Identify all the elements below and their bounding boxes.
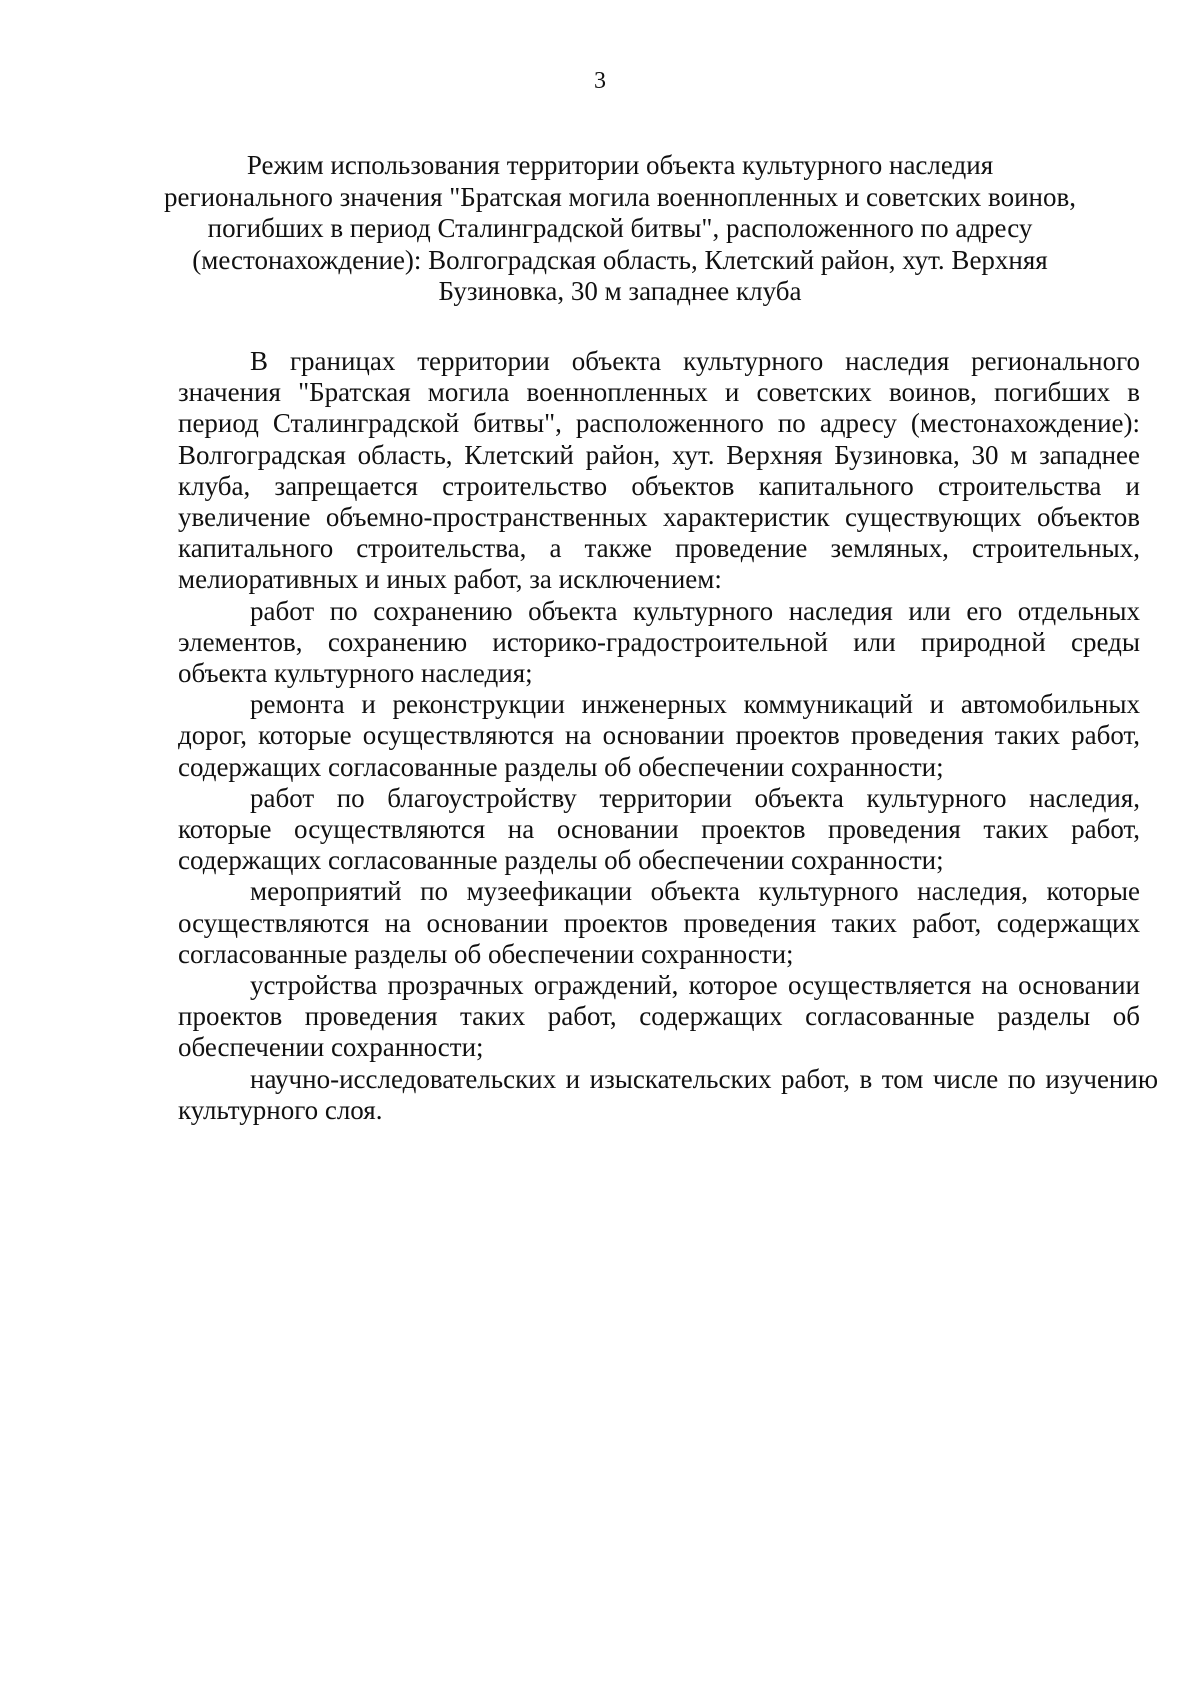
exception-item: мероприятий по музеефикации объекта культурного наследия, которые осуществляются на основании проектов проведения таких работ, содержащих согласованные разделы об обеспечении сохранности;	[178, 876, 1140, 969]
title-line: Бузиновка, 30 м западнее клуба	[438, 276, 802, 306]
exception-item: работ по сохранению объекта культурного наследия или его отдельных элементов, сохранению историко-градостроительной или природной среды объекта культурного наследия;	[178, 595, 1140, 689]
exception-item: работ по благоустройству территории объекта культурного наследия, которые осуществляются на основании проектов проведения таких работ, содержащих согласованные разделы об обеспечении сохранности;	[178, 782, 1140, 876]
document-title	[160, 150, 1080, 308]
title-line: (местонахождение): Волгоградская область, Клетский район, хут. Верхняя	[192, 244, 1048, 275]
intro-paragraph: В границах территории объекта культурного наследия регионального значения "Братская могила военнопленных и советских воинов, погибших в период Сталинградской битвы", расположенного по адресу (местонахождение): Волгоградская область, Клетский район, хут. Верхняя Бузиновка, 30 м западнее клуба, запрещается строительство объектов капитального строительства и увеличение объемно-пространственных характеристик существующих объектов капитального строительства, а также проведение земляных, строительных, мелиоративных и иных работ, за исключением:	[178, 346, 1140, 595]
title-line: Режим использования территории объекта культурного наследия	[246, 150, 994, 180]
title-line: погибших в период Сталинградской битвы", расположенного по адресу	[207, 213, 1033, 243]
document-body	[178, 346, 1158, 1126]
exception-item: научно-исследовательских и изыскательских работ, в том числе по изучению культурного слоя.	[178, 1063, 1158, 1125]
title-line: регионального значения "Братская могила военнопленных и советских воинов,	[164, 181, 1076, 212]
page-number: 3	[594, 68, 606, 94]
exception-item: устройства прозрачных ограждений, которое осуществляется на основании проектов проведения таких работ, содержащих согласованные разделы об обеспечении сохранности;	[178, 970, 1140, 1063]
exception-item: ремонта и реконструкции инженерных коммуникаций и автомобильных дорог, которые осуществляются на основании проектов проведения таких работ, содержащих согласованные разделы об обеспечении сохранности;	[178, 689, 1140, 782]
